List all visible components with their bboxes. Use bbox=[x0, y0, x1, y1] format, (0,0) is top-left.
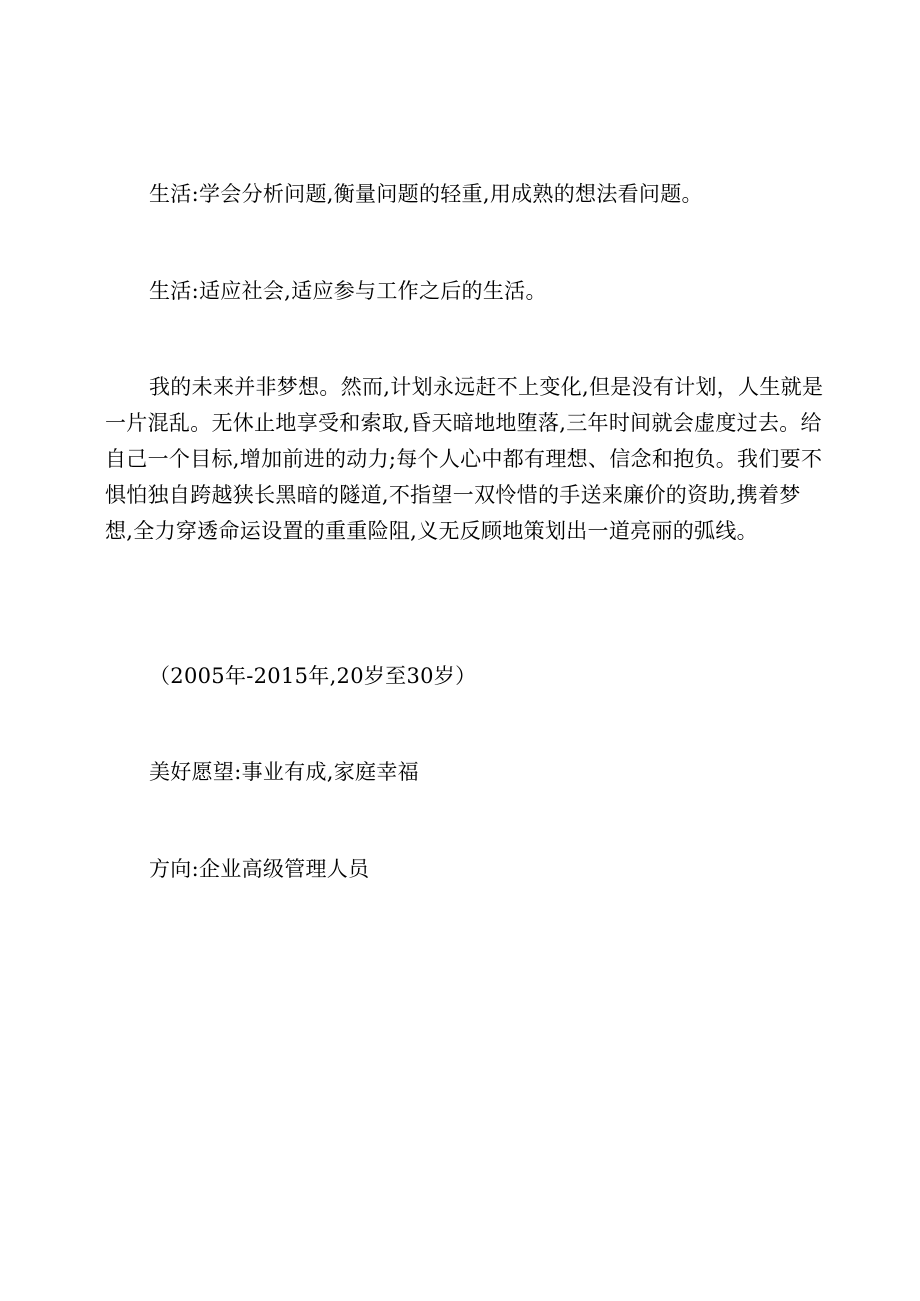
paragraph-wish: 美好愿望:事业有成,家庭幸福 bbox=[149, 760, 419, 784]
paragraph-future-plan: 我的未来并非梦想。然而,计划永远赶不上变化,但是没有计划，人生就是一片混乱。无休止地享受和索取,昏天暗地地堕落,三年时间就会虚度过去。给自己一个目标,增加前进的动力;每个人心中都有理想、信念和抱负。我们要不惧怕独自跨越狭长黑暗的隧道,不指望一双怜惜的手送来廉价的资助,携着梦想,全力穿透命运设置的重重险阻,义无反顾地策划出一道亮丽的弧线。 bbox=[105, 375, 824, 543]
paragraph-life-adapt: 生活:适应社会,适应参与工作之后的生活。 bbox=[149, 279, 547, 303]
paragraph-life-analysis: 生活:学会分析问题,衡量问题的轻重,用成熟的想法看问题。 bbox=[149, 182, 703, 206]
paragraph-direction: 方向:企业高级管理人员 bbox=[149, 857, 370, 881]
paragraph-period: （2005年-2015年,20岁至30岁） bbox=[149, 664, 477, 688]
